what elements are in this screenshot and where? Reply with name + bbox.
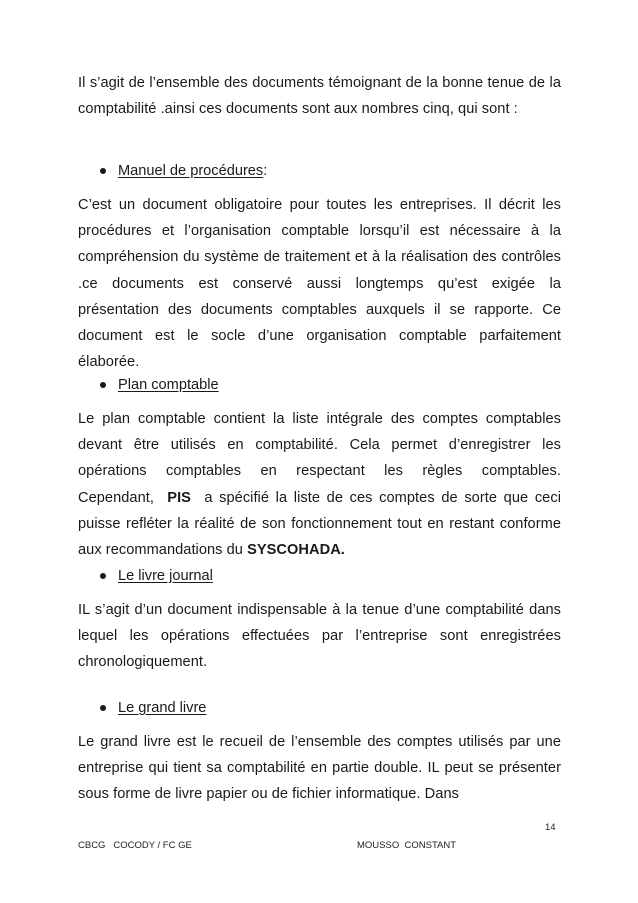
heading-plan-comptable: Plan comptable	[118, 377, 219, 393]
bullet-icon	[100, 382, 106, 388]
heading-suffix: :	[263, 163, 268, 179]
manuel-procedures-paragraph: C’est un document obligatoire pour toutes les entreprises. Il décrit les procédures et l’organisation comptable lorsqu’il est nécessaire à la compréhension du système de traitement et à la réalisation des contrôles .ce documents est conservé aussi longtemps qu’est exigée la présentation des documents comptables auxquels il se rapporte. Ce document est le socle d’une organisation comptable parfaitement élaborée.	[78, 197, 561, 371]
bullet-icon	[100, 168, 106, 174]
heading-livre-journal: Le livre journal	[118, 568, 213, 584]
plan-comptable-text-2: a spécifié la liste de ces comptes de sorte que ceci puisse refléter la réalité de son fonctionnement tout en restant conforme aux recommandations du	[78, 489, 561, 559]
plan-comptable-text-1: Le plan comptable contient la liste intégrale des comptes comptables devant être utilisés en comptabilité. Cela permet d’enregistrer les opérations comptables en respectant les règles comptables. Cependant,	[78, 411, 561, 506]
bullet-livre-journal	[100, 565, 213, 587]
bullet-grand-livre	[100, 697, 206, 719]
bullet-plan-comptable	[100, 374, 219, 396]
intro-paragraph: Il s’agit de l’ensemble des documents témoignant de la bonne tenue de la comptabilité .ainsi ces documents sont aux nombres cinq, qui sont :	[78, 75, 561, 118]
plan-comptable-paragraph	[78, 406, 561, 563]
bullet-icon	[100, 573, 106, 579]
page-number: 14	[545, 822, 556, 833]
pis-label: PIS	[167, 489, 191, 506]
syscohada-label: SYSCOHADA.	[247, 542, 345, 559]
bullet-manuel-procedures	[100, 160, 267, 182]
footer-left: CBCG COCODY / FC GE	[78, 840, 192, 851]
grand-livre-paragraph: Le grand livre est le recueil de l’ensemble des comptes utilisés par une entreprise qui tient sa comptabilité en partie double. IL peut se présenter sous forme de livre papier ou de fichier informatique. Dans	[78, 734, 561, 803]
livre-journal-paragraph: IL s’agit d’un document indispensable à la tenue d’une comptabilité dans lequel les opérations effectuées par l’entreprise sont enregistrées chronologiquement.	[78, 602, 561, 671]
heading-manuel-procedures: Manuel de procédures	[118, 163, 264, 179]
footer-right: MOUSSO CONSTANT	[357, 840, 457, 851]
heading-grand-livre: Le grand livre	[118, 700, 207, 716]
bullet-icon	[100, 705, 106, 711]
